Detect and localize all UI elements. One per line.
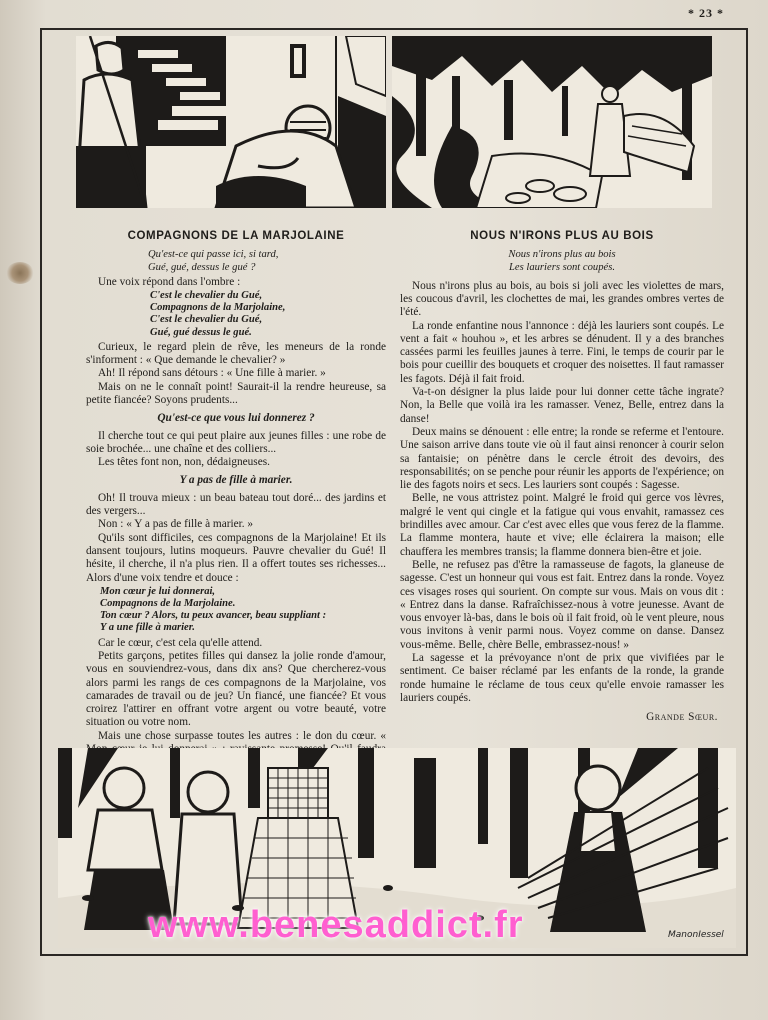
paragraph: Une voix répond dans l'ombre :: [98, 275, 241, 288]
paragraph: Qu'ils sont difficiles, ces compagnons de la Marjolaine! Et ils dansent toujours, lutins moqueurs. Pauvre chevalier du Gué! Il hésite, il cherche, il n'a plus rien. Il a offert toutes ses richesses... Alors d'une voix tendre et douce :: [86, 531, 386, 584]
paragraph: Deux mains se dénouent : elle entre; la ronde se referme et l'entoure. Une saison arrive dans toute vie où il faut ainsi renoncer à courir selon sa fantaisie; on pénètre dans le cercle étroit des devoirs, des responsabilités; on se penche pour réunir les apports de l'expérience; on lie des fagots noirs et secs. Les lauriers sont coupés : Sagesse.: [400, 425, 724, 492]
verse-line: Y a pas de fille à marier.: [179, 474, 293, 487]
paragraph: Il cherche tout ce qui peut plaire aux jeunes filles : une robe de soie brochée... une chaîne et des colliers...: [86, 429, 386, 455]
paragraph: Belle, ne refusez pas d'être la ramasseuse de fagots, la glaneuse de sagesse. C'est un honneur qui vous est fait. Entrez dans la ronde. Voyez ces visages roses qui sourient. On compte sur vous. Mais on vous dit : « Entrez dans la danse. Rafraîchissez-nous à votre jeunesse. Avant de vous envoyer là-bas, dans le bois où il fait froid, où le vent pleure, nous vous invitons à venir parmi nous. Voyez comme on danse. Dansez vous-même. Belle, chère Belle, embrassez-nous! »: [400, 558, 724, 651]
verse-line: Y a une fille à marier.: [100, 622, 195, 634]
artist-signature: ManonIessel: [668, 930, 724, 940]
page-number: * 23 *: [688, 6, 724, 20]
forest-path-drawing: [392, 36, 712, 208]
illustration-knight-lady: [76, 36, 386, 208]
paragraph: La ronde enfantine nous l'annonce : déjà les lauriers sont coupés. Le vent a fait « houhou », et les arbres se dénudent. Il y a des branches cassées parmi les feuilles jaunes à terre. Fini, le temps de courir par le bois pour cueillir des bouquets et croquer des noisettes. Il faut ramasser les fagots. Déjà il fait froid.: [400, 319, 724, 385]
paragraph: Les têtes font non, non, dédaigneuses.: [98, 456, 270, 469]
author-signature: Grande Sœur.: [646, 711, 718, 724]
paragraph: Car le cœur, c'est cela qu'elle attend.: [98, 636, 263, 649]
illustration-forest-path: [392, 36, 712, 208]
article-marjolaine: [86, 226, 386, 783]
paragraph: La sagesse et la prévoyance n'ont de prix que vivifiées par le sentiment. Ce baiser réclamé par les enfants de la ronde, la grande ronde humaine le réclame de tous ceux qu'elle envoie ramasser les lauriers coupés.: [400, 652, 724, 704]
verse-line: Les lauriers sont coupés.: [509, 261, 615, 273]
paragraph: Mais on ne le connaît point! Saurait-il la rendre heureuse, sa petite fiancée? Soyons prudents...: [86, 380, 386, 406]
verse-line: C'est le chevalier du Gué,: [150, 290, 263, 301]
paragraph: Oh! Il trouva mieux : un beau bateau tout doré... des jardins et des vergers...: [86, 491, 386, 518]
verse-block: [150, 290, 386, 339]
paragraph: Non : « Y a pas de fille à marier. »: [98, 518, 254, 531]
paragraph: Va-t-on désigner la plus laide pour lui donner cette tâche ingrate? Non, la Belle que voilà ira les ramasser. Venez, Belle, entrez dans la danse!: [400, 386, 724, 425]
article-title-bois: NOUS N'IRONS PLUS AU BOIS: [470, 230, 654, 242]
verse-block: [148, 249, 386, 273]
paragraph: Curieux, le regard plein de rêve, les meneurs de la ronde s'informent : « Que demande le chevalier? »: [86, 340, 386, 367]
verse-block: [100, 586, 386, 635]
verse-line: Gué, gué dessus le gué.: [150, 326, 252, 338]
paper-stain: [6, 262, 34, 284]
verse-line: C'est le chevalier du Gué,: [150, 314, 263, 326]
knight-and-lady-drawing: [76, 36, 386, 208]
paragraph: Belle, ne vous attristez point. Malgré le froid qui gerce vos lèvres, malgré le vent qui cingle et la fatigue qui vous envahit, ramassez ces brindilles avec amour. Car c'est avec elles que vous ferez de la flamme. La flamme montera, haute et vive; elle éclairera la maison; elle chauffera les membres transis; la flamme donnera bien-être et joie.: [400, 492, 724, 558]
paragraph: Ah! Il répond sans détours : « Une fille à marier. »: [98, 367, 326, 380]
verse-line: Mon cœur je lui donnerai,: [100, 585, 216, 597]
watermark-text: www.benesaddict.fr: [148, 904, 524, 946]
verse-line: Qu'est-ce que vous lui donnerez ?: [157, 412, 315, 425]
article-nous-nirons-plus-au-bois: [400, 226, 724, 725]
verse-line: Compagnons de la Marjolaine.: [100, 598, 236, 610]
paragraph: Petits garçons, petites filles qui dansez la jolie ronde d'amour, vous en souviendrez-vous, dans dix ans? Que chercherez-vous alors parmi les rangs de ces compagnons de la Marjolaine, vos camarades de travail ou de jeu? Un fiancé, une fiancée? Et vous croirez l'attirer en offrant votre argent ou votre beauté, votre situation ou votre nom.: [86, 649, 386, 729]
paragraph: Mais une chose surpasse toutes les autres : le don du cœur. «: [98, 729, 386, 742]
verse-line: Nous n'irons plus au bois: [508, 249, 616, 261]
verse-block: [400, 249, 724, 273]
verse-line: Compagnons de la Marjolaine,: [150, 302, 286, 314]
article-title-marjolaine: COMPAGNONS DE LA MARJOLAINE: [127, 230, 345, 242]
paragraph: Nous n'irons plus au bois, au bois si joli avec les violettes de mars, les coucous d'avril, les clochettes de mai, les grandes ombres vertes de l'été.: [400, 279, 724, 319]
verse-line: Qu'est-ce qui passe ici, si tard,: [148, 249, 279, 261]
verse-line: Ton cœur ? Alors, tu peux avancer, beau suppliant :: [100, 610, 327, 622]
verse-line: Gué, gué, dessus le gué ?: [148, 261, 256, 273]
